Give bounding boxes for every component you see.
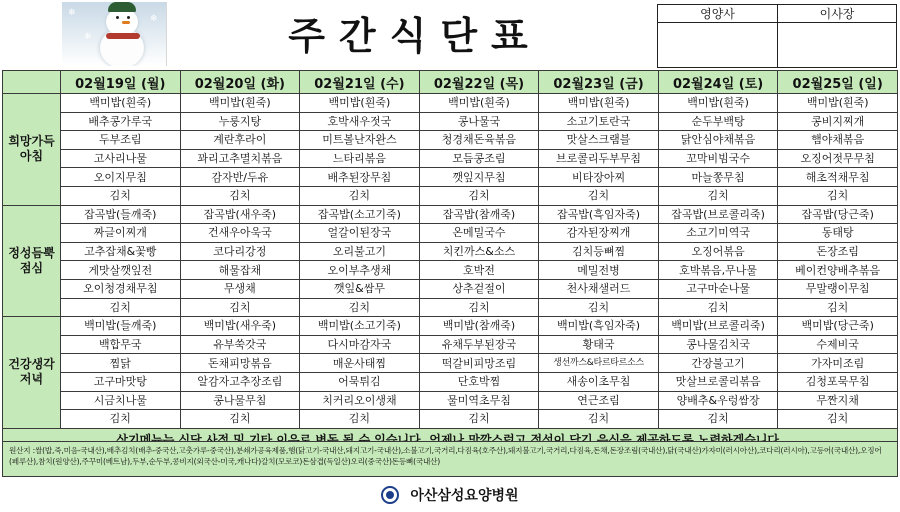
day-header: 02월20일 (화) xyxy=(180,71,300,94)
menu-item: 잡곡밥(소고기죽) xyxy=(300,205,420,224)
menu-item: 게맛살깻잎전 xyxy=(61,261,181,280)
sign-slot-nutritionist xyxy=(658,23,777,67)
menu-row xyxy=(3,168,898,187)
menu-item: 백미밥(참깨죽) xyxy=(419,317,539,336)
menu-item: 무생채 xyxy=(180,279,300,298)
menu-item: 매운사태찜 xyxy=(300,354,420,373)
menu-item: 코다리강정 xyxy=(180,242,300,261)
menu-item: 콩나물무침 xyxy=(180,391,300,410)
menu-item: 콩나물김치국 xyxy=(658,335,778,354)
page-title: 주간식단표 xyxy=(288,14,542,58)
hospital-name: 아산삼성요양병원 xyxy=(410,488,519,504)
meal-label: 희망가득 아침 xyxy=(3,94,61,206)
menu-item: 유채두부된장국 xyxy=(419,335,539,354)
menu-item: 고사리나물 xyxy=(61,149,181,168)
sign-slot-director xyxy=(777,23,896,67)
menu-row xyxy=(3,94,898,113)
menu-item: 찜닭 xyxy=(61,354,181,373)
menu-item: 호박볶음,무나물 xyxy=(658,261,778,280)
menu-item: 잡곡밥(당근죽) xyxy=(778,205,898,224)
menu-item: 백미밥(흰죽) xyxy=(658,94,778,113)
menu-item: 치킨까스&소스 xyxy=(419,242,539,261)
menu-item: 황태국 xyxy=(539,335,659,354)
menu-row xyxy=(3,205,898,224)
day-header: 02월24일 (토) xyxy=(658,71,778,94)
day-header: 02월23일 (금) xyxy=(539,71,659,94)
day-header: 02월22일 (목) xyxy=(419,71,539,94)
menu-row xyxy=(3,186,898,205)
menu-item: 해초적채무침 xyxy=(778,168,898,187)
menu-item: 배추콩가루국 xyxy=(61,112,181,131)
day-header: 02월19일 (월) xyxy=(61,71,181,94)
menu-row xyxy=(3,261,898,280)
menu-item: 백미밥(브로콜리죽) xyxy=(658,317,778,336)
menu-item: 김치 xyxy=(658,186,778,205)
menu-item: 백미밥(들깨죽) xyxy=(61,317,181,336)
menu-item: 호박새우젓국 xyxy=(300,112,420,131)
menu-item: 천사채샐러드 xyxy=(539,279,659,298)
menu-item: 오징어볶음 xyxy=(658,242,778,261)
hospital-logo-icon xyxy=(381,486,399,504)
menu-row xyxy=(3,279,898,298)
menu-item: 백미밥(흰죽) xyxy=(778,94,898,113)
menu-item: 김치 xyxy=(61,298,181,317)
menu-item: 호박전 xyxy=(419,261,539,280)
menu-item: 김치 xyxy=(778,186,898,205)
menu-item: 잡곡밥(브로콜리죽) xyxy=(658,205,778,224)
menu-item: 떡갈비피망조림 xyxy=(419,354,539,373)
menu-item: 배추된장무침 xyxy=(300,168,420,187)
menu-item: 미트볼난자완스 xyxy=(300,131,420,150)
menu-item: 김치 xyxy=(180,186,300,205)
meal-label: 건강생각 저녁 xyxy=(3,317,61,429)
menu-item: 김치 xyxy=(61,186,181,205)
menu-item: 김치 xyxy=(419,186,539,205)
menu-item: 감자된장찌개 xyxy=(539,224,659,243)
menu-item: 간장불고기 xyxy=(658,354,778,373)
menu-item: 고추잡채&꽃빵 xyxy=(61,242,181,261)
sign-label-nutritionist: 영양사 xyxy=(658,5,777,23)
menu-item: 느타리볶음 xyxy=(300,149,420,168)
menu-item: 누룽지탕 xyxy=(180,112,300,131)
menu-item: 돈채피망볶음 xyxy=(180,354,300,373)
menu-item: 김치 xyxy=(300,410,420,429)
menu-item: 김치 xyxy=(658,298,778,317)
menu-item: 잡곡밥(새우죽) xyxy=(180,205,300,224)
menu-item: 건새우아욱국 xyxy=(180,224,300,243)
menu-item: 고구마순나물 xyxy=(658,279,778,298)
menu-item: 감자반/두유 xyxy=(180,168,300,187)
menu-item: 김치 xyxy=(658,410,778,429)
table-corner xyxy=(3,71,61,94)
menu-item: 계란후라이 xyxy=(180,131,300,150)
menu-item: 짜글이찌개 xyxy=(61,224,181,243)
menu-item: 생선까스&타르타르소스 xyxy=(539,354,659,373)
menu-item: 오이부추생채 xyxy=(300,261,420,280)
menu-item: 온메밀국수 xyxy=(419,224,539,243)
menu-item: 순두부백탕 xyxy=(658,112,778,131)
menu-item: 오이청경채무침 xyxy=(61,279,181,298)
menu-item: 김치 xyxy=(300,186,420,205)
menu-item: 무말랭이무침 xyxy=(778,279,898,298)
day-header: 02월25일 (일) xyxy=(778,71,898,94)
menu-item: 마늘쫑무침 xyxy=(658,168,778,187)
menu-item: 가자미조림 xyxy=(778,354,898,373)
menu-row xyxy=(3,410,898,429)
menu-row xyxy=(3,112,898,131)
menu-item: 해물잡채 xyxy=(180,261,300,280)
menu-item: 고구마맛탕 xyxy=(61,372,181,391)
meal-label: 정성듬뿍 점심 xyxy=(3,205,61,317)
menu-item: 백미밥(흰죽) xyxy=(300,94,420,113)
menu-item: 백미밥(흰죽) xyxy=(180,94,300,113)
menu-item: 유부쑥갓국 xyxy=(180,335,300,354)
snowman-image: ❄ ❄ ❄ xyxy=(62,2,167,66)
menu-item: 연근조림 xyxy=(539,391,659,410)
menu-row xyxy=(3,354,898,373)
menu-item: 잡곡밥(참깨죽) xyxy=(419,205,539,224)
origin-info: 원산지 :쌀(밥,죽,미음-국내산),배추김치(배추-중국산,고춧가루-중국산),분쇄가공육제품,햄(닭고기-국내산,돼지고기-국내산),소불고기,국거리,다짐육(호주산),돼지불고기,국거리,다짐육,돈채,돈장조림(국내산),닭(국내산)가자미(러시아산),코다리(러시아),고등어(국내산),오징어(페루산),참치(원양산),주꾸미(베트남),두부,순두부,콩비지(외국산-미국,캐나다)갈치(모로코)돈삼겹(독일산)오리(중국산)돈등뼈(국내산) xyxy=(2,441,898,477)
menu-item: 백미밥(새우죽) xyxy=(180,317,300,336)
menu-item: 오이지무침 xyxy=(61,168,181,187)
menu-item: 김치 xyxy=(539,298,659,317)
menu-item: 김치 xyxy=(300,298,420,317)
menu-item: 김치 xyxy=(419,298,539,317)
menu-item: 두부조림 xyxy=(61,131,181,150)
menu-item: 돈장조림 xyxy=(778,242,898,261)
menu-item: 백합무국 xyxy=(61,335,181,354)
menu-row xyxy=(3,372,898,391)
menu-item: 잡곡밥(들깨죽) xyxy=(61,205,181,224)
menu-item: 백미밥(흰죽) xyxy=(539,94,659,113)
footer xyxy=(0,484,900,508)
menu-row xyxy=(3,242,898,261)
menu-item: 모듬콩조림 xyxy=(419,149,539,168)
menu-item: 베이컨양배추볶음 xyxy=(778,261,898,280)
menu-item: 햄야채볶음 xyxy=(778,131,898,150)
menu-item: 김치 xyxy=(180,298,300,317)
menu-item: 오리불고기 xyxy=(300,242,420,261)
menu-item: 김치 xyxy=(778,410,898,429)
weekly-menu-table xyxy=(2,70,898,452)
menu-row xyxy=(3,391,898,410)
menu-item: 청경채돈육볶음 xyxy=(419,131,539,150)
menu-item: 백미밥(흑임자죽) xyxy=(539,317,659,336)
day-header: 02월21일 (수) xyxy=(300,71,420,94)
menu-item: 어묵튀김 xyxy=(300,372,420,391)
menu-item: 깻잎지무침 xyxy=(419,168,539,187)
approval-box xyxy=(657,4,897,68)
menu-item: 백미밥(흰죽) xyxy=(419,94,539,113)
menu-row xyxy=(3,224,898,243)
menu-item: 김치등뼈찜 xyxy=(539,242,659,261)
menu-item: 백미밥(흰죽) xyxy=(61,94,181,113)
menu-item: 김치 xyxy=(419,410,539,429)
menu-row xyxy=(3,131,898,150)
menu-item: 상추겉절이 xyxy=(419,279,539,298)
menu-item: 깻잎&쌈무 xyxy=(300,279,420,298)
menu-item: 꽈리고추멸치볶음 xyxy=(180,149,300,168)
menu-item: 다시마감자국 xyxy=(300,335,420,354)
menu-row xyxy=(3,335,898,354)
menu-item: 소고기미역국 xyxy=(658,224,778,243)
menu-item: 백미밥(당근죽) xyxy=(778,317,898,336)
menu-item: 김청포묵무침 xyxy=(778,372,898,391)
menu-item: 백미밥(소고기죽) xyxy=(300,317,420,336)
menu-item: 콩비지찌개 xyxy=(778,112,898,131)
menu-item: 동태탕 xyxy=(778,224,898,243)
menu-item: 얼갈이된장국 xyxy=(300,224,420,243)
menu-row xyxy=(3,317,898,336)
menu-item: 양배추&우렁쌈장 xyxy=(658,391,778,410)
menu-item: 무짠지채 xyxy=(778,391,898,410)
menu-item: 콩나물국 xyxy=(419,112,539,131)
menu-item: 메밀전병 xyxy=(539,261,659,280)
menu-item: 김치 xyxy=(778,298,898,317)
menu-item: 맛살브로콜리볶음 xyxy=(658,372,778,391)
menu-row xyxy=(3,149,898,168)
menu-item: 물미역초무침 xyxy=(419,391,539,410)
menu-item: 꼬막비빔국수 xyxy=(658,149,778,168)
menu-item: 단호박찜 xyxy=(419,372,539,391)
menu-item: 김치 xyxy=(180,410,300,429)
menu-item: 새송이초무침 xyxy=(539,372,659,391)
menu-item: 시금치나물 xyxy=(61,391,181,410)
menu-item: 수제비국 xyxy=(778,335,898,354)
menu-item: 김치 xyxy=(539,410,659,429)
sign-label-director: 이사장 xyxy=(777,5,896,23)
menu-row xyxy=(3,298,898,317)
menu-item: 치커리오이생채 xyxy=(300,391,420,410)
menu-item: 비타장아찌 xyxy=(539,168,659,187)
menu-item: 김치 xyxy=(539,186,659,205)
menu-item: 소고기토란국 xyxy=(539,112,659,131)
menu-item: 닭안심야채볶음 xyxy=(658,131,778,150)
menu-item: 잡곡밥(흑임자죽) xyxy=(539,205,659,224)
menu-item: 오징어젓무무침 xyxy=(778,149,898,168)
menu-item: 브로콜리두부무침 xyxy=(539,149,659,168)
menu-item: 알감자고추장조림 xyxy=(180,372,300,391)
menu-item: 맛살스크램블 xyxy=(539,131,659,150)
menu-item: 김치 xyxy=(61,410,181,429)
